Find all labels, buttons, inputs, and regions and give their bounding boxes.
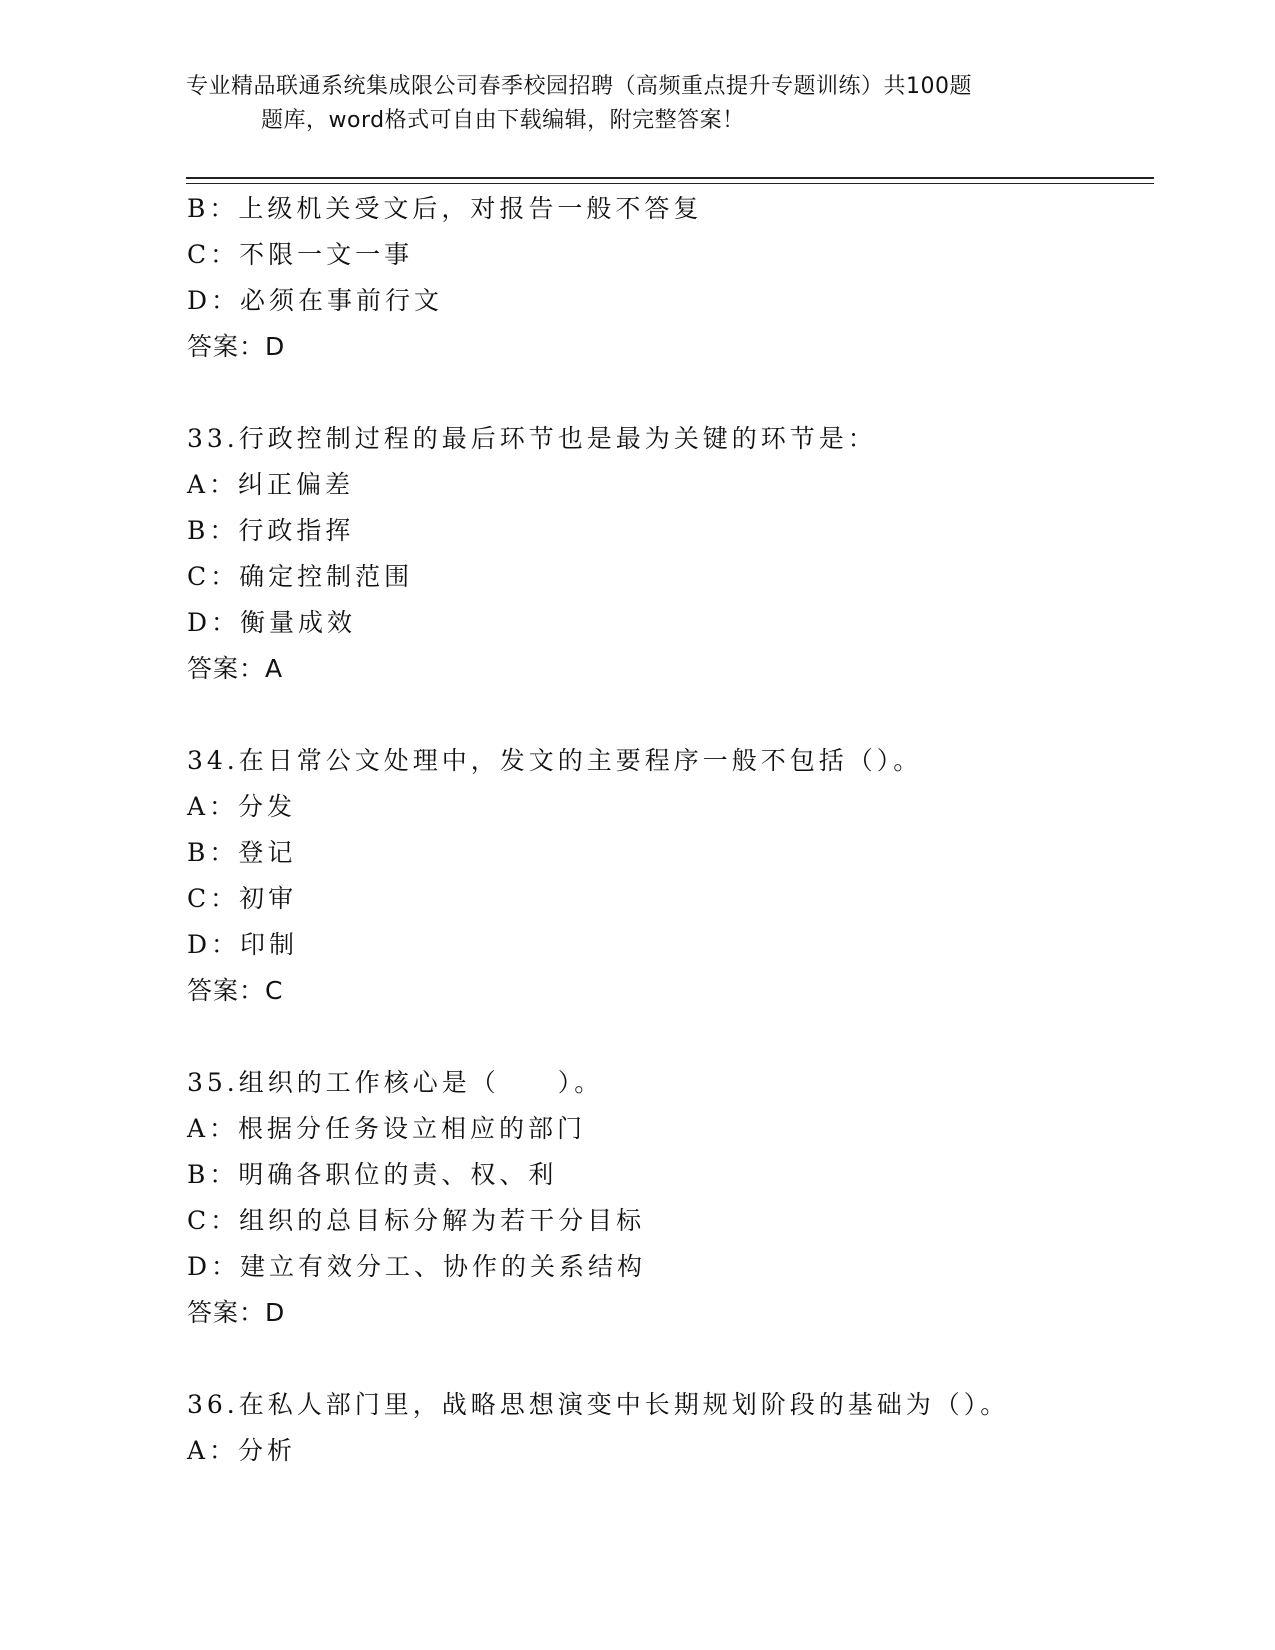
question-stem: 34.在日常公文处理中，发文的主要程序一般不包括（）。 <box>187 746 923 775</box>
spacer <box>187 692 1147 738</box>
option-c: C：不限一文一事 <box>187 240 414 269</box>
header-title-line-1: 专业精品联通系统集成限公司春季校园招聘（高频重点提升专题训练）共100题 <box>186 74 972 99</box>
option-c: C：确定控制范围 <box>187 562 414 591</box>
question-block <box>187 738 1147 1014</box>
option-d: D：必须在事前行文 <box>187 286 444 315</box>
question-stem: 35.组织的工作核心是（ ）。 <box>187 1068 604 1097</box>
option-d: D：建立有效分工、协作的关系结构 <box>187 1252 647 1281</box>
header-title-line-2: 题库，word格式可自由下载编辑，附完整答案！ <box>261 108 745 133</box>
question-block <box>187 1060 1147 1336</box>
header-rule-thick <box>186 177 1154 179</box>
question-block-continued <box>187 186 1147 370</box>
question-block <box>187 1382 1147 1474</box>
answer-line: 答案：C <box>187 976 284 1005</box>
spacer <box>187 1014 1147 1060</box>
option-d: D：印制 <box>187 930 299 959</box>
answer-line: 答案：D <box>187 332 286 361</box>
option-c: C：组织的总目标分解为若干分目标 <box>187 1206 646 1235</box>
document-header <box>186 70 1086 138</box>
spacer <box>187 1336 1147 1382</box>
option-a: A：分析 <box>187 1436 297 1465</box>
option-b: B：登记 <box>187 838 297 867</box>
question-stem: 36.在私人部门里，战略思想演变中长期规划阶段的基础为（）。 <box>187 1390 1010 1419</box>
question-block <box>187 416 1147 692</box>
option-b: B：行政指挥 <box>187 516 355 545</box>
option-a: A：分发 <box>187 792 297 821</box>
answer-line: 答案：D <box>187 1298 286 1327</box>
question-list <box>187 186 1147 1474</box>
spacer <box>187 370 1147 416</box>
option-c: C：初审 <box>187 884 298 913</box>
option-a: A：根据分任务设立相应的部门 <box>187 1114 587 1143</box>
option-a: A：纠正偏差 <box>187 470 355 499</box>
option-b: B：明确各职位的责、权、利 <box>187 1160 558 1189</box>
question-stem: 33.行政控制过程的最后环节也是最为关键的环节是： <box>187 424 877 453</box>
answer-line: 答案：A <box>187 654 284 683</box>
option-b: B：上级机关受文后，对报告一般不答复 <box>187 194 703 223</box>
header-rule-thin <box>186 183 1154 184</box>
option-d: D：衡量成效 <box>187 608 357 637</box>
